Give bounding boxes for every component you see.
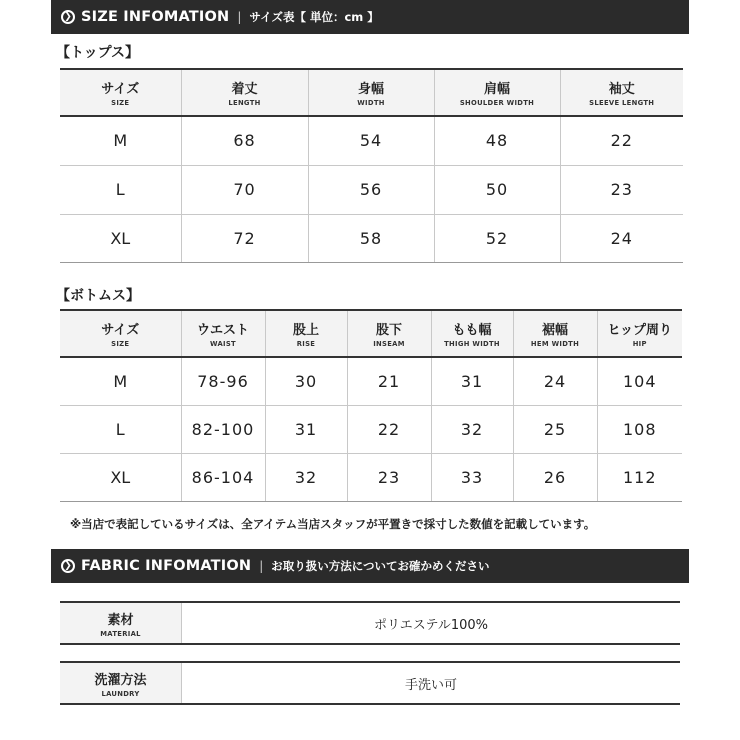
value-cell: 56 bbox=[308, 165, 434, 214]
value-cell: 24 bbox=[513, 357, 597, 405]
size-info-title: SIZE INFOMATION bbox=[81, 9, 230, 25]
tops-col-header: 身幅 WIDTH bbox=[308, 69, 434, 116]
material-value: ポリエステル100% bbox=[374, 617, 488, 633]
tops-col-header: 肩幅 SHOULDER WIDTH bbox=[434, 69, 560, 116]
size-cell: L bbox=[60, 165, 181, 214]
value-cell: 31 bbox=[431, 357, 513, 405]
value-cell: 72 bbox=[181, 214, 308, 262]
size-cell: M bbox=[60, 357, 181, 405]
value-cell: 22 bbox=[347, 405, 431, 453]
tops-col-header: 袖丈 SLEEVE LENGTH bbox=[560, 69, 683, 116]
value-cell: 33 bbox=[431, 453, 513, 501]
laundry-value: 手洗い可 bbox=[404, 677, 457, 693]
chevron-right-circle-icon: ❯ bbox=[61, 559, 75, 573]
bottoms-col-header: 裾幅 HEM WIDTH bbox=[513, 310, 597, 357]
material-label: 素材 MATERIAL bbox=[60, 603, 182, 643]
size-cell: L bbox=[60, 405, 181, 453]
value-cell: 104 bbox=[597, 357, 682, 405]
header-separator: | bbox=[237, 10, 242, 24]
header-separator: | bbox=[259, 559, 264, 573]
laundry-label: 洗濯方法 LAUNDRY bbox=[60, 663, 182, 703]
value-cell: 24 bbox=[560, 214, 683, 262]
table-row bbox=[60, 405, 682, 453]
value-cell: 50 bbox=[434, 165, 560, 214]
table-row bbox=[60, 453, 682, 501]
value-cell: 112 bbox=[597, 453, 682, 501]
tops-header-row bbox=[60, 69, 683, 116]
value-cell: 86-104 bbox=[181, 453, 265, 501]
value-cell: 23 bbox=[560, 165, 683, 214]
value-cell: 48 bbox=[434, 116, 560, 165]
fabric-info-header bbox=[51, 549, 689, 583]
value-cell: 32 bbox=[431, 405, 513, 453]
bottoms-header-row bbox=[60, 310, 682, 357]
value-cell: 31 bbox=[265, 405, 347, 453]
table-row bbox=[60, 116, 683, 165]
value-cell: 26 bbox=[513, 453, 597, 501]
bottoms-col-header: ヒップ周り HIP bbox=[597, 310, 682, 357]
table-row bbox=[60, 357, 682, 405]
tops-size-table bbox=[60, 68, 683, 263]
size-cell: XL bbox=[60, 214, 181, 262]
size-info-header bbox=[51, 0, 689, 34]
bottoms-col-header: もも幅 THIGH WIDTH bbox=[431, 310, 513, 357]
value-cell: 78-96 bbox=[181, 357, 265, 405]
value-cell: 21 bbox=[347, 357, 431, 405]
material-row bbox=[60, 601, 680, 645]
value-cell: 82-100 bbox=[181, 405, 265, 453]
value-cell: 108 bbox=[597, 405, 682, 453]
value-cell: 22 bbox=[560, 116, 683, 165]
size-cell: M bbox=[60, 116, 181, 165]
tops-label: 【トップス】 bbox=[56, 45, 140, 61]
bottoms-col-header: 股上 RISE bbox=[265, 310, 347, 357]
measurement-note: ※当店で表記しているサイズは、全アイテム当店スタッフが平置きで採寸した数値を記載しています。 bbox=[70, 517, 596, 531]
value-cell: 25 bbox=[513, 405, 597, 453]
value-cell: 70 bbox=[181, 165, 308, 214]
fabric-info-title: FABRIC INFOMATION bbox=[81, 558, 252, 574]
fabric-info-subtitle: お取り扱い方法についてお確かめください bbox=[271, 559, 490, 573]
value-cell: 23 bbox=[347, 453, 431, 501]
bottoms-col-header: サイズ SIZE bbox=[60, 310, 181, 357]
bottoms-col-header: ウエスト WAIST bbox=[181, 310, 265, 357]
value-cell: 52 bbox=[434, 214, 560, 262]
tops-col-header: 着丈 LENGTH bbox=[181, 69, 308, 116]
bottoms-col-header: 股下 INSEAM bbox=[347, 310, 431, 357]
table-row bbox=[60, 214, 683, 262]
tops-col-header: サイズ SIZE bbox=[60, 69, 181, 116]
size-info-subtitle: サイズ表【 単位：cm 】 bbox=[249, 10, 379, 24]
chevron-right-circle-icon: ❯ bbox=[61, 10, 75, 24]
bottoms-label: 【ボトムス】 bbox=[56, 288, 140, 304]
value-cell: 58 bbox=[308, 214, 434, 262]
table-row bbox=[60, 165, 683, 214]
value-cell: 30 bbox=[265, 357, 347, 405]
value-cell: 68 bbox=[181, 116, 308, 165]
value-cell: 54 bbox=[308, 116, 434, 165]
laundry-row bbox=[60, 661, 680, 705]
value-cell: 32 bbox=[265, 453, 347, 501]
bottoms-size-table bbox=[60, 309, 682, 502]
size-cell: XL bbox=[60, 453, 181, 501]
